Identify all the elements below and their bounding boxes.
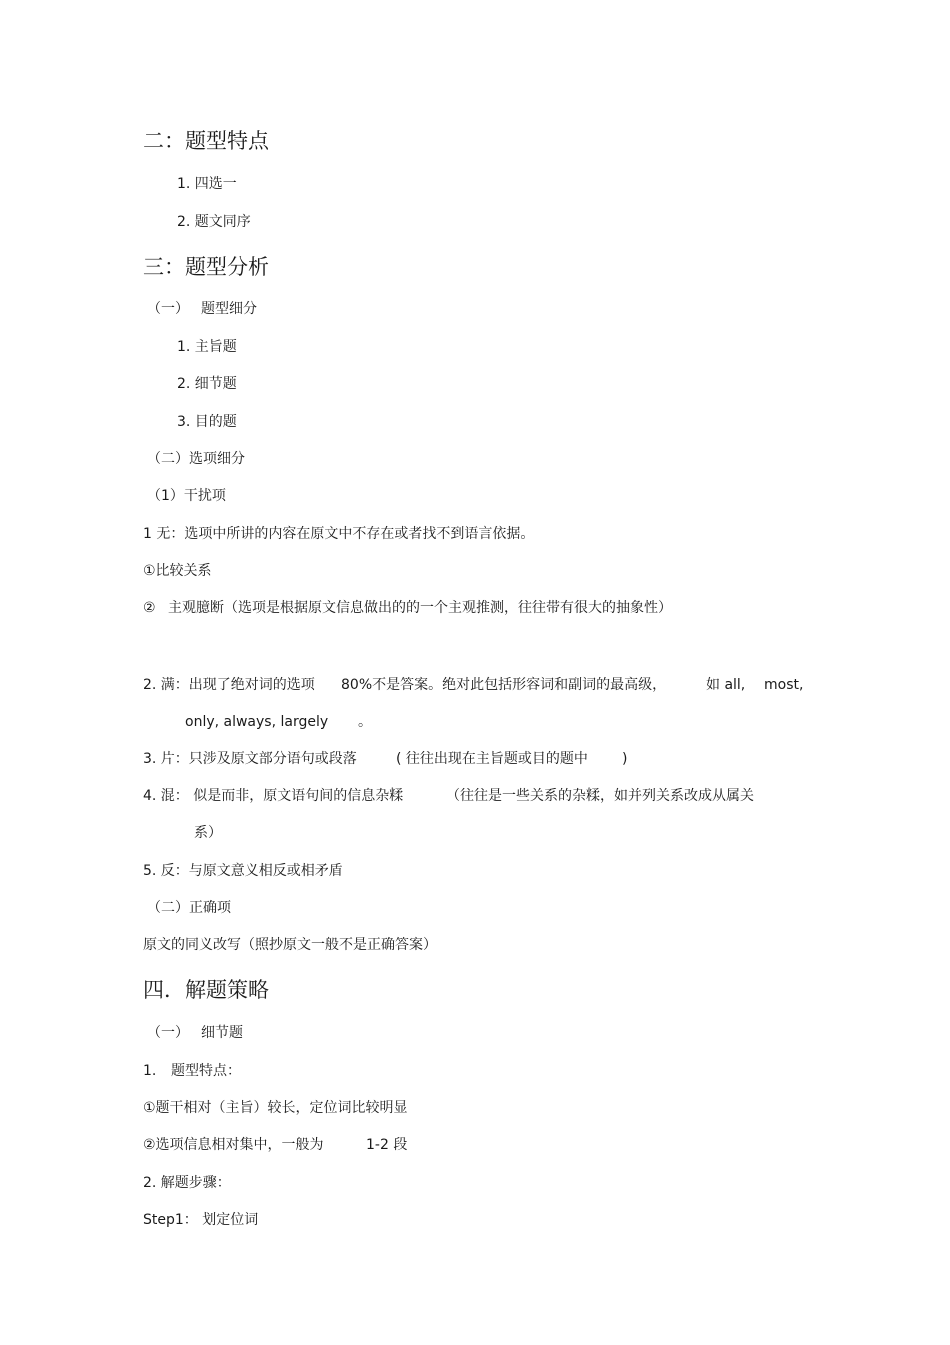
paragraph: most, — [764, 677, 804, 693]
paragraph: 2. 满：出现了绝对词的选项 — [143, 677, 315, 693]
paragraph: ) — [622, 751, 628, 767]
paragraph: 5. 反：与原文意义相反或相矛盾 — [143, 863, 343, 879]
section-heading-2: 二：题型特点 — [143, 129, 269, 153]
paragraph: （往往是一些关系的杂糅，如并列关系改成从属关 — [446, 788, 754, 804]
subsection-label: （一） — [147, 301, 189, 317]
paragraph: 2. 解题步骤： — [143, 1175, 231, 1191]
paragraph: ①题干相对（主旨）较长，定位词比较明显 — [143, 1100, 408, 1116]
paragraph: Step1： 划定位词 — [143, 1212, 259, 1228]
paragraph: 系） — [194, 825, 222, 841]
list-item: 3. 目的题 — [177, 414, 237, 430]
list-number: 1. — [143, 1063, 157, 1079]
section-heading-4: 四．解题策略 — [143, 978, 269, 1002]
subsection-title: （二）正确项 — [147, 900, 231, 916]
list-item: 2. 细节题 — [177, 376, 237, 392]
list-item: 1. 主旨题 — [177, 339, 237, 355]
paragraph: ( 往往出现在主旨题或目的题中 — [396, 751, 588, 767]
paragraph: 。 — [358, 714, 372, 730]
paragraph: 80%不是答案。绝对此包括形容词和副词的最高级， — [341, 677, 667, 693]
paragraph: 如 all, — [706, 677, 746, 693]
subsection-title: 题型细分 — [201, 301, 257, 317]
paragraph: 4. 混： 似是而非，原文语句间的信息杂糅 — [143, 788, 404, 804]
subsection-title: （1）干扰项 — [147, 488, 226, 504]
paragraph: 主观臆断（选项是根据原文信息做出的的一个主观推测，往往带有很大的抽象性） — [168, 600, 672, 616]
paragraph: ②选项信息相对集中，一般为 — [143, 1137, 324, 1153]
subsection-label: （一） — [147, 1025, 189, 1041]
subsection-title: 细节题 — [201, 1025, 243, 1041]
list-item: 2. 题文同序 — [177, 214, 251, 230]
paragraph: 原文的同义改写（照抄原文一般不是正确答案） — [143, 937, 437, 953]
paragraph: 1-2 段 — [366, 1137, 408, 1153]
paragraph: 题型特点： — [171, 1063, 241, 1079]
paragraph-marker: ② — [143, 600, 156, 616]
section-heading-3: 三：题型分析 — [143, 255, 269, 279]
paragraph: 1 无：选项中所讲的内容在原文中不存在或者找不到语言依据。 — [143, 526, 535, 542]
paragraph: ①比较关系 — [143, 563, 212, 579]
paragraph: 3. 片：只涉及原文部分语句或段落 — [143, 751, 357, 767]
list-item: 1. 四选一 — [177, 176, 237, 192]
subsection-title: （二）选项细分 — [147, 451, 245, 467]
paragraph: only, always, largely — [185, 714, 329, 730]
